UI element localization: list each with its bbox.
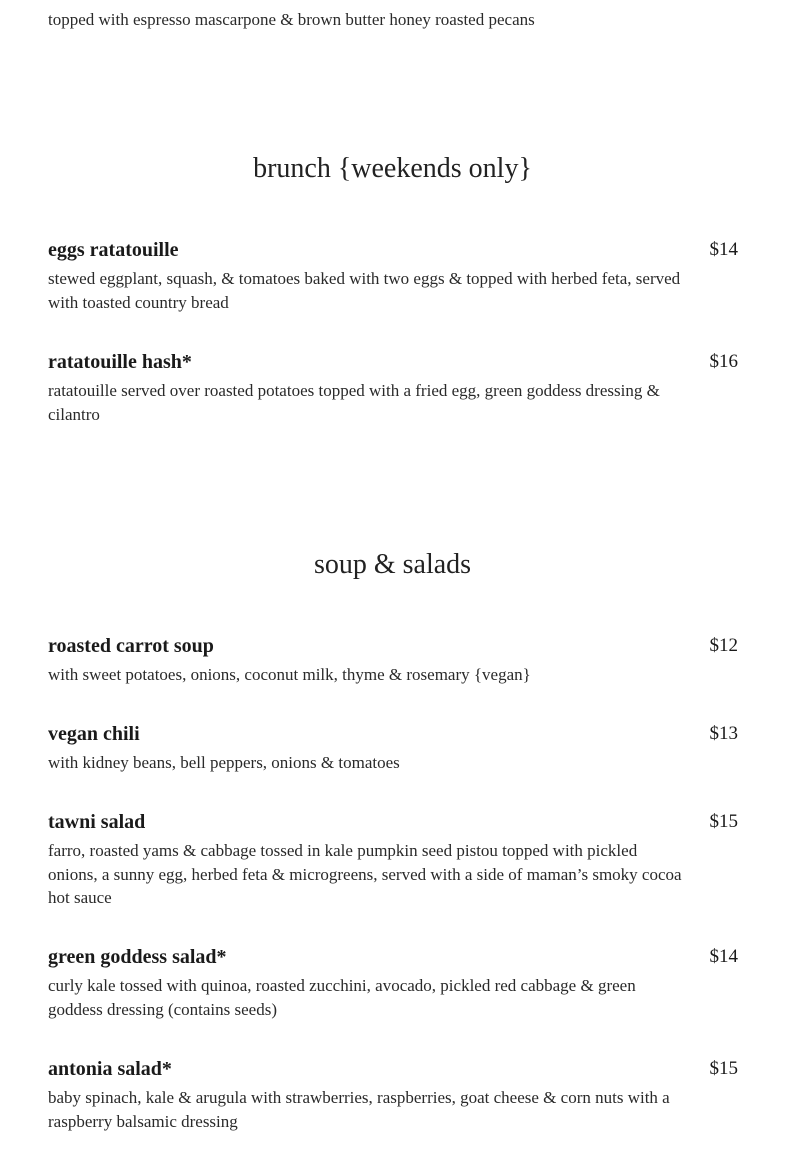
menu-item-name: green goddess salad*: [48, 946, 227, 968]
section-heading-soup-salads: soup & salads: [313, 549, 472, 580]
menu-item: [48, 237, 738, 314]
menu-item-name: tawni salad: [48, 811, 146, 833]
menu-item: [48, 1056, 738, 1133]
menu-item-price: $14: [709, 239, 738, 260]
menu-item-description: with kidney beans, bell peppers, onions & tomatoes: [48, 753, 400, 772]
menu-item: [48, 349, 738, 426]
menu-item-description: ratatouille served over roasted potatoes topped with a fried egg, green goddess dressing & cilantro: [48, 381, 660, 424]
menu-item-price: $12: [709, 635, 738, 656]
menu-item-description: stewed eggplant, squash, & tomatoes baked with two eggs & topped with herbed feta, served with toasted country bread: [48, 269, 681, 312]
menu-item-price: $16: [709, 351, 738, 372]
menu-item-price: $13: [709, 723, 738, 744]
menu-item-name: vegan chili: [48, 723, 140, 745]
menu-item: [48, 809, 738, 910]
menu-item-description: topped with espresso mascarpone & brown butter honey roasted pecans: [48, 10, 535, 29]
menu-item-description: farro, roasted yams & cabbage tossed in kale pumpkin seed pistou topped with pickled onions, a sunny egg, herbed feta & microgreens, served with a side of maman’s smoky cocoa hot sauce: [48, 841, 682, 907]
menu-item-description: curly kale tossed with quinoa, roasted zucchini, avocado, pickled red cabbage & green goddess dressing (contains seeds): [48, 976, 636, 1019]
menu-item: [48, 721, 738, 775]
menu-item-description: baby spinach, kale & arugula with strawberries, raspberries, goat cheese & corn nuts with a raspberry balsamic dressing: [48, 1088, 670, 1131]
menu-item: [48, 633, 738, 687]
menu-item-name: eggs ratatouille: [48, 239, 179, 261]
menu-item-price: $15: [709, 1058, 738, 1079]
menu-item-name: antonia salad*: [48, 1058, 172, 1080]
menu-item-price: $15: [709, 811, 738, 832]
section-heading-brunch: brunch {weekends only}: [253, 153, 532, 184]
menu-item-name: roasted carrot soup: [48, 635, 214, 657]
menu-item-description: with sweet potatoes, onions, coconut milk, thyme & rosemary {vegan}: [48, 665, 531, 684]
menu-item-name: ratatouille hash*: [48, 351, 192, 373]
menu-item: [48, 944, 738, 1021]
menu-item-price: $14: [709, 946, 738, 967]
